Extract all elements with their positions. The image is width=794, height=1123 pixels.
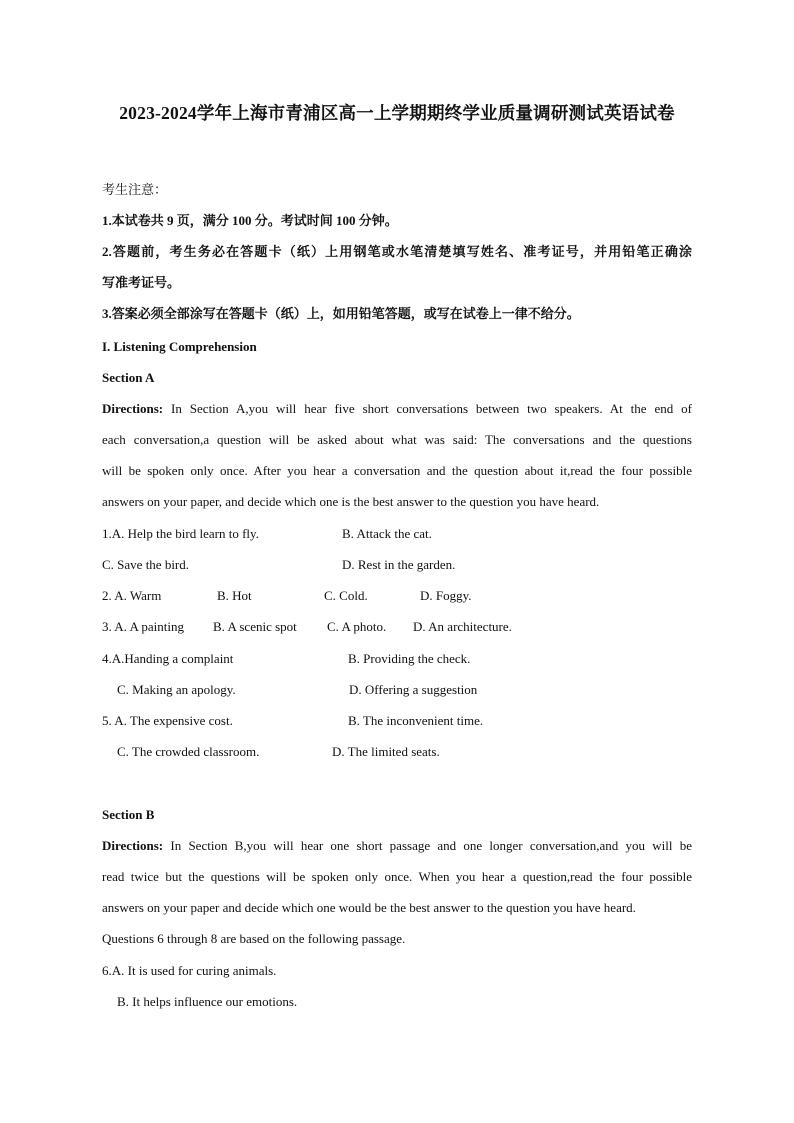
- notice-item-3: 3.答案必须全部涂写在答题卡（纸）上，如用铅笔答题，或写在试卷上一律不给分。: [102, 306, 580, 321]
- q2-option-d: D. Foggy.: [420, 588, 472, 603]
- q4-option-a: 4.A.Handing a complaint: [102, 651, 234, 666]
- q2-option-c: C. Cold.: [324, 588, 368, 603]
- q5-option-a: 5. A. The expensive cost.: [102, 713, 233, 728]
- section-a-directions-line-2: each conversation,a question will be asked about what was said: The conversations and the questions: [102, 432, 692, 447]
- q6-option-b: B. It helps influence our emotions.: [117, 994, 298, 1009]
- section-a-directions-line-3: will be spoken only once. After you hear a conversation and the question about it,read the four possible: [102, 463, 692, 478]
- part-heading-listening: I. Listening Comprehension: [102, 339, 257, 354]
- notice-item-1: 1.本试卷共 9 页，满分 100 分。考试时间 100 分钟。: [102, 213, 398, 228]
- q2-option-b: B. Hot: [217, 588, 252, 603]
- q3-option-a: 3. A. A painting: [102, 619, 184, 634]
- q1-option-a: 1.A. Help the bird learn to fly.: [102, 526, 259, 541]
- q6-option-a: 6.A. It is used for curing animals.: [102, 963, 277, 978]
- section-b-directions-line-1: Directions: In Section B,you will hear one short passage and one longer conversation,and you will be: [102, 838, 692, 853]
- q1-option-d: D. Rest in the garden.: [342, 557, 456, 572]
- q5-option-c: C. The crowded classroom.: [117, 744, 260, 759]
- q3-option-d: D. An architecture.: [413, 619, 512, 634]
- q3-option-b: B. A scenic spot: [213, 619, 297, 634]
- q4-option-d: D. Offering a suggestion: [349, 682, 478, 697]
- q2-option-a: 2. A. Warm: [102, 588, 162, 603]
- directions-label: Directions:: [102, 838, 164, 853]
- section-a-directions-line-4: answers on your paper, and decide which one is the best answer to the question you have heard.: [102, 494, 600, 509]
- q5-option-d: D. The limited seats.: [332, 744, 440, 759]
- directions-label: Directions:: [102, 401, 164, 416]
- notice-heading: 考生注意：: [102, 182, 168, 197]
- section-b-intro: Questions 6 through 8 are based on the following passage.: [102, 931, 406, 946]
- notice-item-2: 2.答题前，考生务必在答题卡（纸）上用钢笔或水笔清楚填写姓名、准考证号，并用铅笔正确涂: [102, 244, 692, 259]
- q5-option-b: B. The inconvenient time.: [348, 713, 484, 728]
- q1-option-b: B. Attack the cat.: [342, 526, 432, 541]
- q1-option-c: C. Save the bird.: [102, 557, 190, 572]
- q4-option-c: C. Making an apology.: [117, 682, 236, 697]
- section-a-directions-line-1: Directions: In Section A,you will hear five short conversations between two speakers. At the end of: [102, 401, 692, 416]
- page-title: 2023-2024学年上海市青浦区高一上学期期终学业质量调研测试英语试卷: [119, 103, 675, 123]
- section-b-directions-line-3: answers on your paper and decide which one would be the best answer to the question you have heard.: [102, 900, 636, 915]
- q4-option-b: B. Providing the check.: [348, 651, 471, 666]
- section-b-heading: Section B: [102, 807, 155, 822]
- q3-option-c: C. A photo.: [327, 619, 387, 634]
- section-a-heading: Section A: [102, 370, 155, 385]
- section-b-directions-line-2: read twice but the questions will be spoken only once. When you hear a question,read the four possible: [102, 869, 692, 884]
- notice-item-2-cont: 写准考证号。: [102, 275, 181, 290]
